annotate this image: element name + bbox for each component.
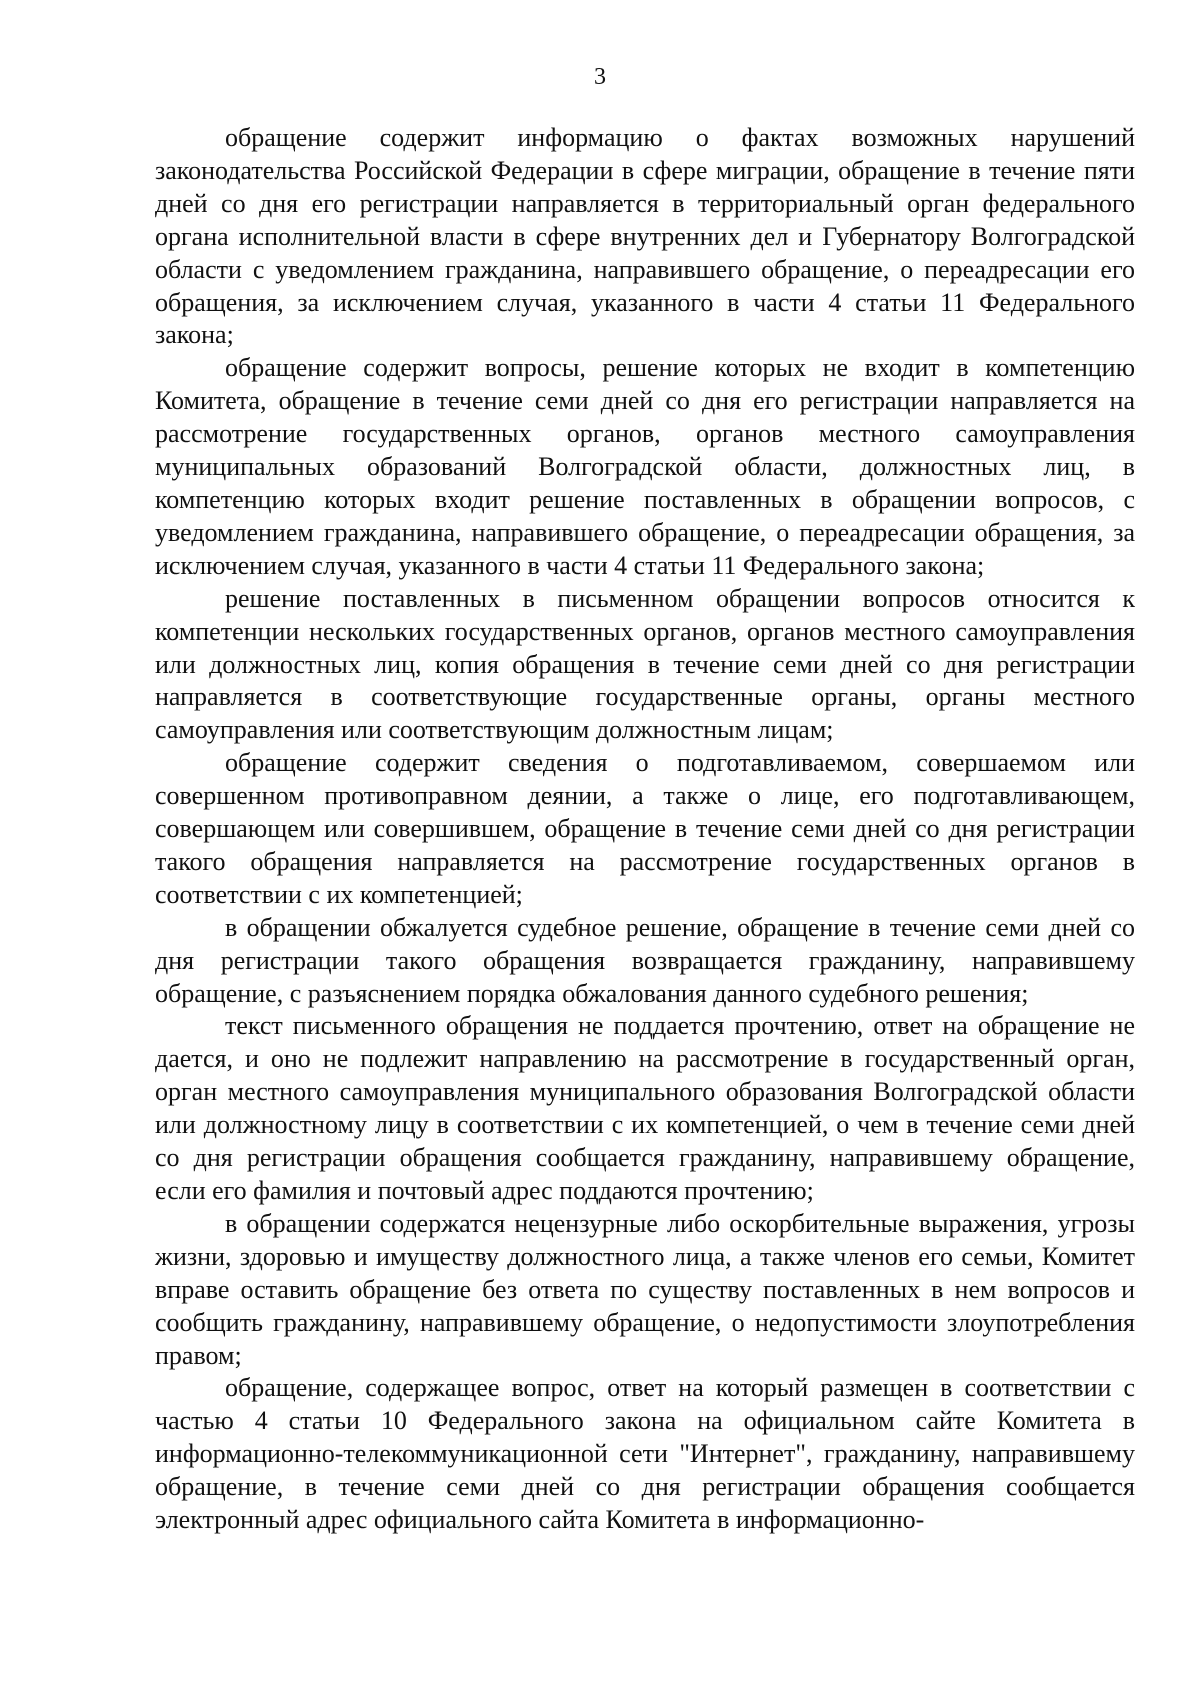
paragraph-unreadable-text: текст письменного обращения не поддается прочтению, ответ на обращение не дается, и оно не подлежит направлению на рассмотрение в государственный орган, орган местного самоуправления муниципального образования Волгоградской области или должностному лицу в соответствии с их компетенцией, о чем в течение семи дней со дня регистрации обращения сообщается гражданину, направившему обращение, если его фамилия и почтовый адрес поддаются прочтению; (155, 1011, 1135, 1205)
document-body (155, 122, 1135, 1537)
paragraph-unlawful-act: обращение содержит сведения о подготавливаемом, совершаемом или совершенном противоправном деянии, а также о лице, его подготавливающем, совершающем или совершившем, обращение в течение семи дней со дня регистрации такого обращения направляется на рассмотрение государственных органов в соответствии с их компетенцией; (155, 748, 1135, 909)
paragraph-court-decision: в обращении обжалуется судебное решение, обращение в течение семи дней со дня регистрации такого обращения возвращается гражданину, направившему обращение, с разъяснением порядка обжалования данного судебного решения; (155, 912, 1135, 1008)
paragraph-offensive-language: в обращении содержатся нецензурные либо оскорбительные выражения, угрозы жизни, здоровью и имуществу должностного лица, а также членов его семьи, Комитет вправе оставить обращение без ответа по существу поставленных в нем вопросов и сообщить гражданину, направившему обращение, о недопустимости злоупотребления правом; (155, 1208, 1135, 1370)
page-number: 3 (594, 64, 606, 90)
paragraph-outside-competence: обращение содержит вопросы, решение которых не входит в компетенцию Комитета, обращение в течение семи дней со дня его регистрации направляется на рассмотрение государственных органов, органов местного самоуправления муниципальных образований Волгоградской области, должностных лиц, в компетенцию которых входит решение поставленных в обращении вопросов, с уведомлением гражданина, направившего обращение, о переадресации обращения, за исключением случая, указанного в части 4 статьи 11 Федерального закона; (155, 353, 1135, 580)
paragraph-published-answer: обращение, содержащее вопрос, ответ на который размещен в соответствии с частью 4 статьи 10 Федерального закона на официальном сайте Комитета в информационно-телекоммуникационной сети "Интернет", гражданину, направившему обращение, в течение семи дней со дня регистрации обращения сообщается электронный адрес официального сайта Комитета в информационно- (155, 1373, 1135, 1535)
paragraph-multiple-bodies: решение поставленных в письменном обращении вопросов относится к компетенции нескольких государственных органов, органов местного самоуправления или должностных лиц, копия обращения в течение семи дней со дня регистрации направляется в соответствующие государственные органы, органы местного самоуправления или соответствующим должностным лицам; (155, 583, 1135, 745)
paragraph-migration-violations: обращение содержит информацию о фактах возможных нарушений законодательства Российской Федерации в сфере миграции, обращение в течение пяти дней со дня его регистрации направляется в территориальный орган федерального органа исполнительной власти в сфере внутренних дел и Губернатору Волгоградской области с уведомлением гражданина, направившего обращение, о переадресации его обращения, за исключением случая, указанного в части 4 статьи 11 Федерального закона; (155, 123, 1135, 350)
